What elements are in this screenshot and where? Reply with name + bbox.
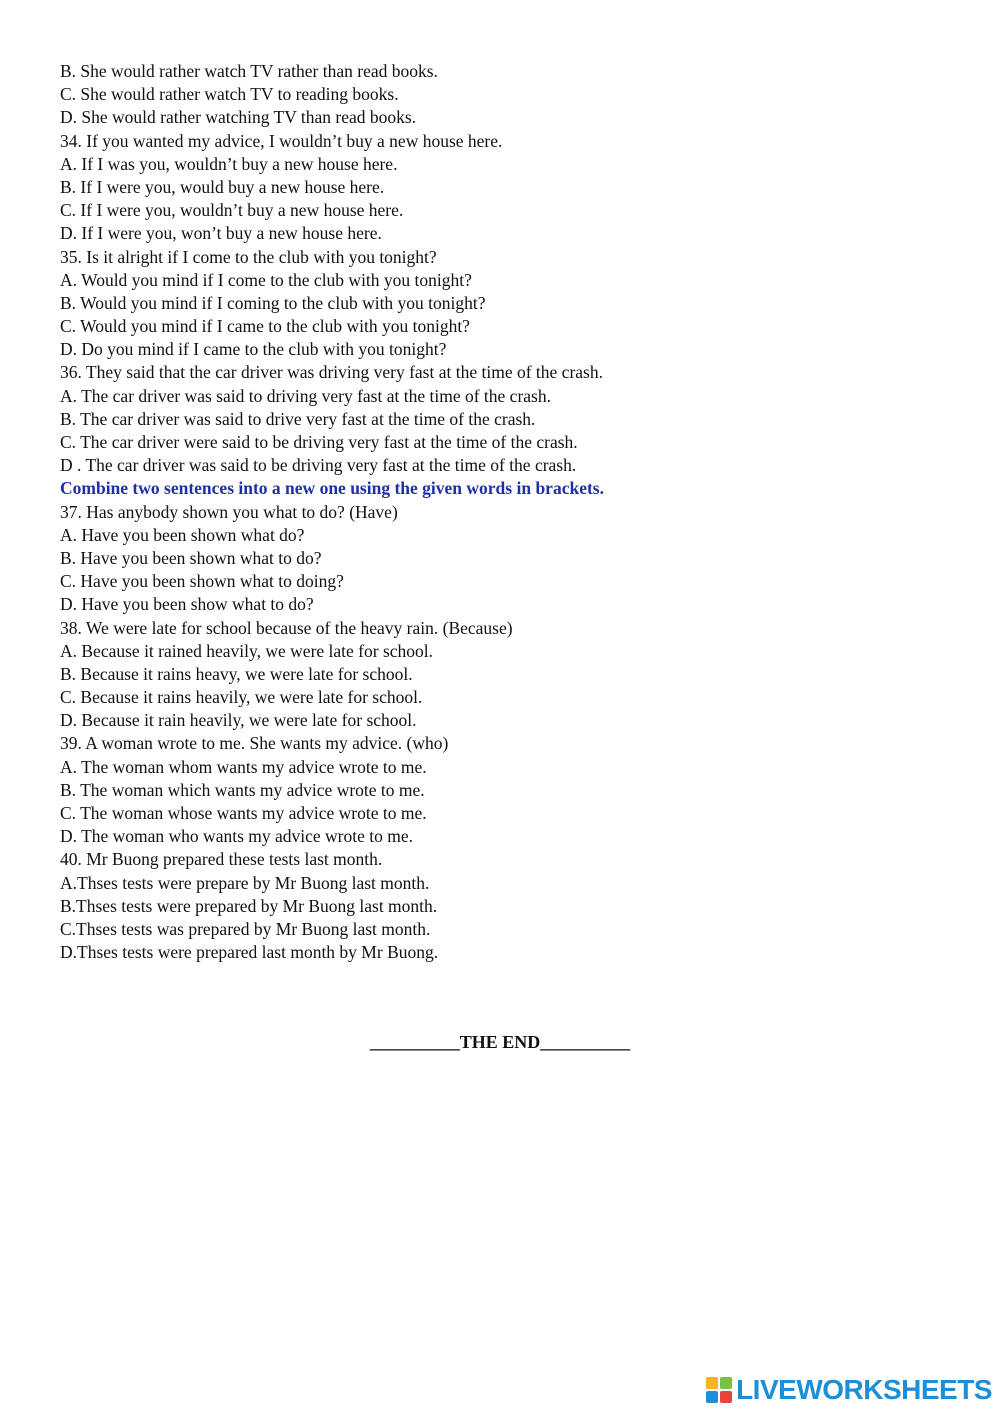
question-36: 36. They said that the car driver was driving very fast at the time of the crash.	[60, 362, 603, 383]
q35-option-b: B. Would you mind if I coming to the club with you tonight?	[60, 292, 486, 313]
q38-option-d: D. Because it rain heavily, we were late for school.	[60, 710, 417, 731]
liveworksheets-wordmark: LIVEWORKSHEETS	[736, 1374, 992, 1405]
q40-option-b: B.Thses tests were prepared by Mr Buong last month.	[60, 895, 438, 916]
q33-option-b: B. She would rather watch TV rather than read books.	[60, 61, 438, 81]
q40-option-c: C.Thses tests was prepared by Mr Buong last month.	[60, 918, 431, 939]
question-34: 34. If you wanted my advice, I wouldn’t buy a new house here.	[60, 130, 503, 151]
q36-option-c: C. The car driver were said to be driving very fast at the time of the crash.	[60, 432, 578, 452]
q40-option-a: A.Thses tests were prepare by Mr Buong last month.	[60, 872, 430, 893]
liveworksheets-logo	[706, 1373, 992, 1407]
q35-option-c: C. Would you mind if I came to the club with you tonight?	[60, 316, 470, 337]
q36-option-d: D . The car driver was said to be driving very fast at the time of the crash.	[60, 455, 577, 476]
q33-option-c: C. She would rather watch TV to reading books.	[60, 84, 399, 105]
question-37: 37. Has anybody shown you what to do? (Have)	[60, 501, 398, 522]
question-39: 39. A woman wrote to me. She wants my advice. (who)	[60, 733, 449, 754]
question-40: 40. Mr Buong prepared these tests last month.	[60, 849, 383, 870]
q34-option-c: C. If I were you, wouldn’t buy a new house here.	[60, 200, 404, 221]
end-marker: __________THE END__________	[369, 1032, 631, 1052]
q33-option-d: D. She would rather watching TV than read books.	[60, 107, 417, 128]
q34-option-a: A. If I was you, wouldn’t buy a new house here.	[60, 153, 398, 174]
q36-option-b: B. The car driver was said to drive very fast at the time of the crash.	[60, 408, 536, 429]
q38-option-c: C. Because it rains heavily, we were late for school.	[60, 687, 423, 708]
question-35: 35. Is it alright if I come to the club with you tonight?	[60, 246, 437, 267]
q35-option-d: D. Do you mind if I came to the club with you tonight?	[60, 339, 447, 360]
q34-option-b: B. If I were you, would buy a new house here.	[60, 176, 385, 197]
q38-option-b: B. Because it rains heavy, we were late for school.	[60, 663, 413, 684]
q39-option-b: B. The woman which wants my advice wrote to me.	[60, 779, 425, 800]
q34-option-d: D. If I were you, won’t buy a new house here.	[60, 223, 382, 244]
q37-option-c: C. Have you been shown what to doing?	[60, 571, 344, 592]
question-38: 38. We were late for school because of the heavy rain. (Because)	[60, 617, 513, 638]
q37-option-b: B. Have you been shown what to do?	[60, 547, 322, 568]
worksheet-content	[60, 60, 960, 964]
q36-option-a: A. The car driver was said to driving very fast at the time of the crash.	[60, 385, 551, 406]
section-instruction: Combine two sentences into a new one using the given words in brackets.	[60, 478, 604, 499]
q39-option-d: D. The woman who wants my advice wrote to me.	[60, 826, 413, 847]
q39-option-c: C. The woman whose wants my advice wrote to me.	[60, 803, 427, 823]
q37-option-a: A. Have you been shown what do?	[60, 524, 305, 545]
q40-option-d: D.Thses tests were prepared last month by Mr Buong.	[60, 942, 439, 963]
q39-option-a: A. The woman whom wants my advice wrote to me.	[60, 756, 427, 777]
liveworksheets-logo-icon	[706, 1377, 732, 1403]
q37-option-d: D. Have you been show what to do?	[60, 594, 314, 615]
q38-option-a: A. Because it rained heavily, we were late for school.	[60, 640, 434, 661]
q35-option-a: A. Would you mind if I come to the club with you tonight?	[60, 269, 472, 290]
